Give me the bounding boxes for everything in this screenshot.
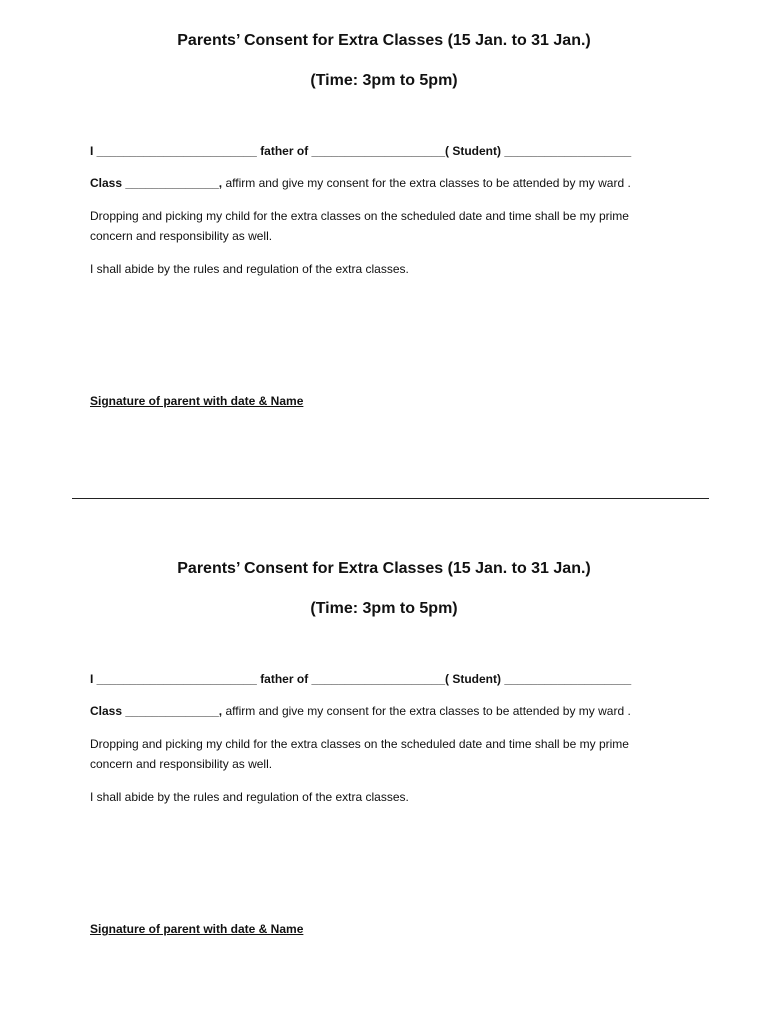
parent-student-line xyxy=(90,142,631,160)
responsibility-text-line-2: concern and responsibility as well. xyxy=(90,757,273,771)
form-title: Parents’ Consent for Extra Classes (15 Jan. to 31 Jan.) xyxy=(177,32,591,49)
class-consent-line xyxy=(90,702,631,720)
responsibility-text-line-2: concern and responsibility as well. xyxy=(90,229,273,243)
rules-text: I shall abide by the rules and regulation of the extra classes. xyxy=(90,790,409,804)
parent-student-line xyxy=(90,670,631,688)
consent-text: affirm and give my consent for the extra classes to be attended by my ward . xyxy=(225,176,631,190)
rules-text: I shall abide by the rules and regulation of the extra classes. xyxy=(90,262,409,276)
cut-line-divider xyxy=(72,498,709,499)
form-time: (Time: 3pm to 5pm) xyxy=(310,72,458,89)
parent-name-blank: I ________________________ xyxy=(90,144,257,158)
father-of-student-blank: father of ____________________( Student) ___________________ xyxy=(260,672,632,686)
class-blank: Class ______________, xyxy=(90,704,223,718)
father-of-student-blank: father of ____________________( Student) ___________________ xyxy=(260,144,632,158)
class-blank: Class ______________, xyxy=(90,176,223,190)
signature-label: Signature of parent with date & Name xyxy=(90,922,304,936)
form-title: Parents’ Consent for Extra Classes (15 Jan. to 31 Jan.) xyxy=(177,560,591,577)
signature-label: Signature of parent with date & Name xyxy=(90,394,304,408)
parent-name-blank: I ________________________ xyxy=(90,672,257,686)
consent-text: affirm and give my consent for the extra classes to be attended by my ward . xyxy=(225,704,631,718)
class-consent-line xyxy=(90,174,631,192)
form-time: (Time: 3pm to 5pm) xyxy=(310,600,458,617)
responsibility-text-line-1: Dropping and picking my child for the extra classes on the scheduled date and time shall be my prime xyxy=(90,209,629,223)
responsibility-text-line-1: Dropping and picking my child for the extra classes on the scheduled date and time shall be my prime xyxy=(90,737,629,751)
